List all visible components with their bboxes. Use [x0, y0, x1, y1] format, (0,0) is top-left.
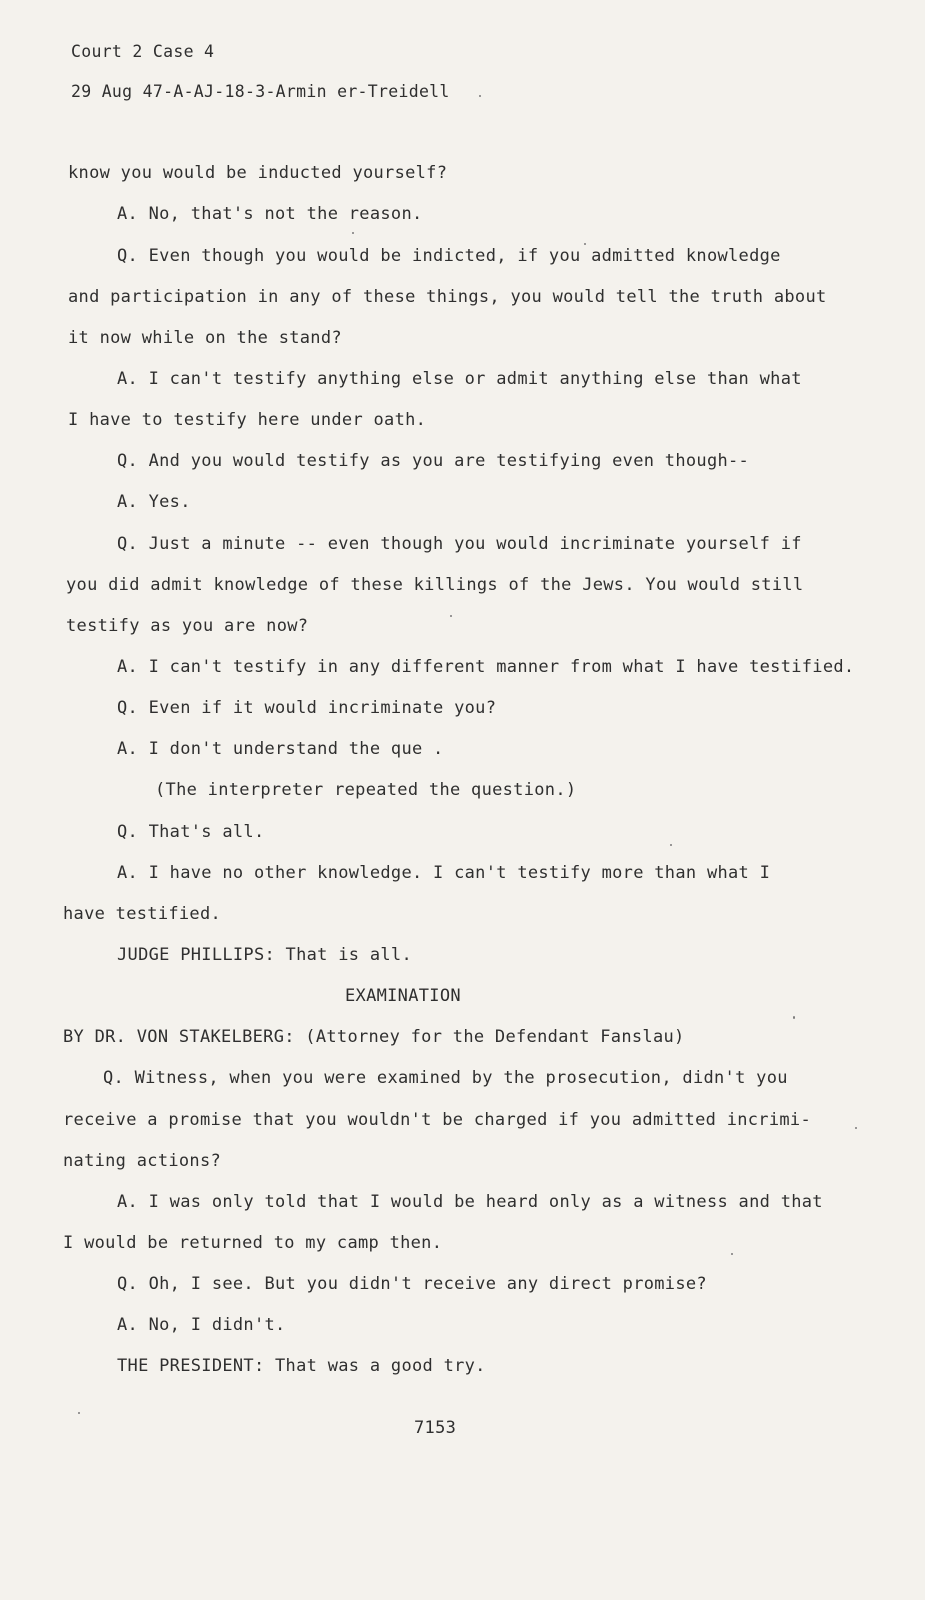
- question-line: Q. And you would testify as you are testifying even though--: [117, 451, 750, 471]
- answer-line: A. I don't understand the que .: [117, 739, 444, 759]
- transcript-line: nating actions?: [63, 1151, 222, 1171]
- paper-speck: [352, 232, 354, 234]
- transcript-line: have testified.: [63, 904, 222, 924]
- question-line: Q. Even if it would incriminate you?: [117, 698, 497, 718]
- transcript-line: it now while on the stand?: [68, 328, 342, 348]
- speaker-line: JUDGE PHILLIPS: That is all.: [117, 945, 412, 965]
- transcript-line: receive a promise that you wouldn't be charged if you admitted incrimi-: [63, 1110, 811, 1130]
- transcript-line: I would be returned to my camp then.: [63, 1233, 443, 1253]
- paper-speck: [731, 1253, 733, 1255]
- paper-speck: [78, 1412, 80, 1414]
- page-number: 7153: [414, 1418, 457, 1438]
- question-line: Q. That's all.: [117, 822, 265, 842]
- answer-line: A. I can't testify anything else or admit anything else than what: [117, 369, 802, 389]
- answer-line: A. No, that's not the reason.: [117, 204, 423, 224]
- paper-speck: [479, 95, 481, 97]
- question-line: Q. Even though you would be indicted, if you admitted knowledge: [117, 246, 781, 266]
- transcript-line: I have to testify here under oath.: [68, 410, 427, 430]
- session-reference-header: 29 Aug 47-A-AJ-18-3-Armin er-Treidell: [71, 82, 450, 101]
- speaker-line: THE PRESIDENT: That was a good try.: [117, 1356, 486, 1376]
- section-heading: EXAMINATION: [345, 986, 461, 1006]
- interpreter-note: (The interpreter repeated the question.): [155, 780, 577, 800]
- paper-speck: [670, 844, 672, 846]
- transcript-line: testify as you are now?: [66, 616, 309, 636]
- question-line: Q. Just a minute -- even though you would incriminate yourself if: [117, 534, 802, 554]
- examiner-line: BY DR. VON STAKELBERG: (Attorney for the Defendant Fanslau): [63, 1027, 685, 1047]
- answer-line: A. I was only told that I would be heard only as a witness and that: [117, 1192, 823, 1212]
- paper-speck: [584, 243, 586, 245]
- transcript-line: and participation in any of these things, you would tell the truth about: [68, 287, 827, 307]
- answer-line: A. I have no other knowledge. I can't testify more than what I: [117, 863, 771, 883]
- question-line: Q. Oh, I see. But you didn't receive any direct promise?: [117, 1274, 707, 1294]
- answer-line: A. Yes.: [117, 492, 191, 512]
- transcript-line: know you would be inducted yourself?: [68, 163, 448, 183]
- transcript-line: you did admit knowledge of these killings of the Jews. You would still: [66, 575, 804, 595]
- answer-line: A. No, I didn't.: [117, 1315, 286, 1335]
- paper-speck: [450, 615, 452, 617]
- paper-speck: [855, 1127, 857, 1129]
- question-line: Q. Witness, when you were examined by the prosecution, didn't you: [103, 1068, 788, 1088]
- paper-speck: [793, 1016, 795, 1019]
- answer-line: A. I can't testify in any different manner from what I have testified.: [117, 657, 855, 677]
- court-case-header: Court 2 Case 4: [71, 42, 215, 61]
